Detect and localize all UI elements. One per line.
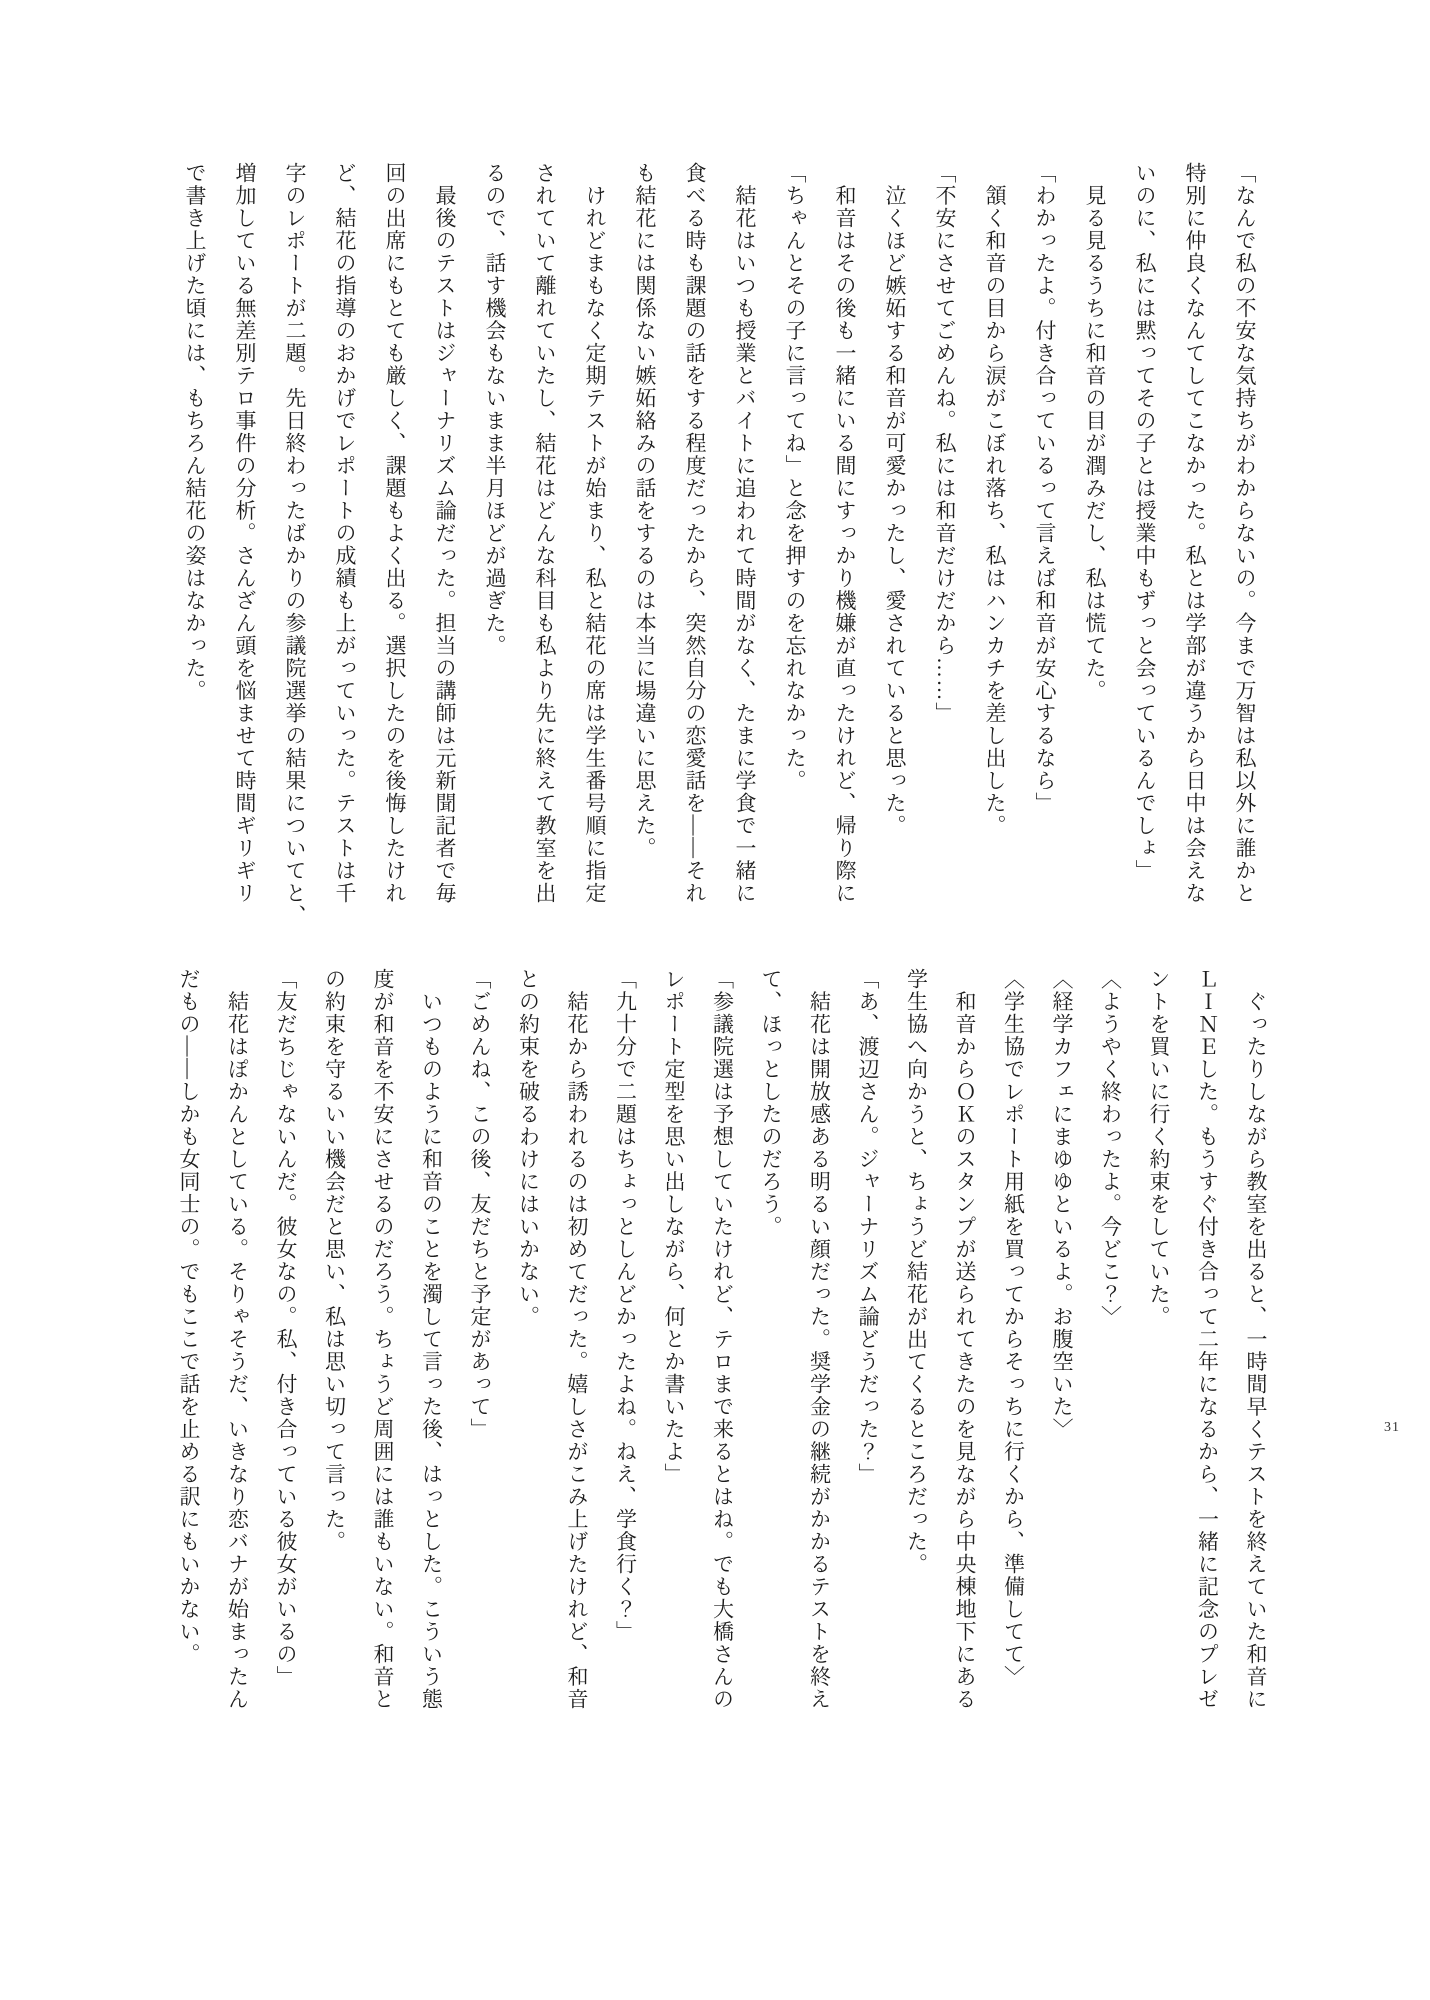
text-line: 「なんで私の不安な気持ちがわからないの。今まで万智は私以外に誰かと — [1233, 162, 1257, 905]
text-line: るので、話す機会もないまま半月ほどが過ぎた。 — [483, 162, 507, 657]
text-line: 「ごめんね、この後、友だちと予定があって」 — [468, 968, 492, 1441]
lower-text-block — [165, 968, 1281, 1768]
page-number: 31 — [1384, 1420, 1400, 1435]
text-line: 「あ、渡辺さん。ジャーナリズム論どうだった？」 — [856, 968, 880, 1486]
text-line: 「不安にさせてごめんね。私には和音だけだから……」 — [933, 162, 957, 725]
text-line: だもの——しかも女同士の。でもここで話を止める訳にもいかない。 — [177, 968, 201, 1666]
text-line: も結花には関係ない嫉妬絡みの話をするのは本当に場違いに思えた。 — [633, 162, 657, 860]
text-line: 結花は開放感ある明るい顔だった。奨学金の継続がかかるテストを終え — [807, 968, 832, 1711]
text-line: 和音はその後も一緒にいる間にすっかり機嫌が直ったけれど、帰り際に — [833, 162, 857, 905]
text-line: 結花はいつも授業とバイトに追われて時間がなく、たまに学食で一緒に — [733, 162, 757, 905]
text-line: 結花から誘われるのは初めてだった。嬉しさがこみ上げたけれど、和音 — [565, 968, 589, 1711]
text-line: 字のレポートが二題。先日終わったばかりの参議院選挙の結果についてと、 — [283, 162, 307, 927]
text-line: されていて離れていたし、結花はどんな科目も私より先に終えて教室を出 — [533, 162, 557, 905]
text-line: けれどまもなく定期テストが始まり、私と結花の席は学生番号順に指定 — [583, 162, 607, 905]
text-line: ントを買いに行く約束をしていた。 — [1147, 968, 1171, 1328]
text-line: 最後のテストはジャーナリズム論だった。担当の講師は元新聞記者で毎 — [433, 162, 457, 905]
text-line: いつものように和音のことを濁して言った後、はっとした。こういう態 — [419, 968, 444, 1711]
text-line: ど、結花の指導のおかげでレポートの成績も上がっていった。テストは千 — [333, 162, 357, 905]
text-line: ＬＩＮＥした。もうすぐ付き合って二年になるから、一緒に記念のプレゼ — [1195, 968, 1220, 1711]
upper-text-block — [170, 162, 1270, 962]
text-line: 「参議院選は予想していたけれど、テロまで来るとはね。でも大橋さんの — [710, 968, 735, 1711]
text-line: 頷く和音の目から涙がこぼれ落ち、私はハンカチを差し出した。 — [983, 162, 1007, 837]
text-line: との約束を破るわけにはいかない。 — [516, 968, 541, 1328]
text-line: 見る見るうちに和音の目が潤みだし、私は慌てた。 — [1083, 162, 1107, 702]
text-line: の約束を守るいい機会だと思い、私は思い切って言った。 — [322, 968, 347, 1553]
text-line: 特別に仲良くなんてしてこなかった。私とは学部が違うから日中は会えな — [1183, 162, 1207, 905]
text-line: 「友だちじゃないんだ。彼女なの。私、付き合っている彼女がいるの」 — [274, 968, 298, 1688]
text-line: 〈学生協でレポート用紙を買ってからそっちに行くから、準備してて〉 — [1001, 968, 1026, 1688]
text-line: 学生協へ向かうと、ちょうど結花が出てくるところだった。 — [904, 968, 929, 1576]
text-line: 「九十分で二題はちょっとしんどかったよね。ねえ、学食行く？」 — [613, 968, 638, 1643]
text-line: 〈経学カフェにまゆゆといるよ。お腹空いた〉 — [1050, 968, 1074, 1441]
text-line: レポート定型を思い出しながら、何とか書いたよ」 — [662, 968, 686, 1486]
text-line: 「ちゃんとその子に言ってね」と念を押すのを忘れなかった。 — [783, 162, 807, 792]
text-line: て、ほっとしたのだろう。 — [759, 968, 783, 1238]
text-line: 度が和音を不安にさせるのだろう。ちょうど周囲には誰もいない。和音と — [371, 968, 395, 1711]
text-line: 結花はぽかんとしている。そりゃそうだ、いきなり恋バナが始まったん — [225, 968, 250, 1711]
text-line: 泣くほど嫉妬する和音が可愛かったし、愛されていると思った。 — [883, 162, 907, 837]
text-line: ぐったりしながら教室を出ると、一時間早くテストを終えていた和音に — [1244, 968, 1268, 1711]
text-line: 回の出席にもとても厳しく、課題もよく出る。選択したのを後悔したけれ — [383, 162, 407, 905]
text-line: いのに、私には黙ってその子とは授業中もずっと会っているんでしょ」 — [1133, 162, 1157, 882]
text-line: 「わかったよ。付き合っているって言えば和音が安心するなら」 — [1033, 162, 1057, 815]
text-line: 和音からＯＫのスタンプが送られてきたのを見ながら中央棟地下にある — [953, 968, 977, 1711]
text-line: で書き上げた頃には、もちろん結花の姿はなかった。 — [183, 162, 207, 702]
text-line: 増加している無差別テロ事件の分析。さんざん頭を悩ませて時間ギリギリ — [233, 162, 257, 905]
text-line: 食べる時も課題の話をする程度だったから、突然自分の恋愛話を——それ — [683, 162, 707, 905]
text-line: 〈ようやく終わったよ。今どこ？〉 — [1098, 968, 1123, 1328]
